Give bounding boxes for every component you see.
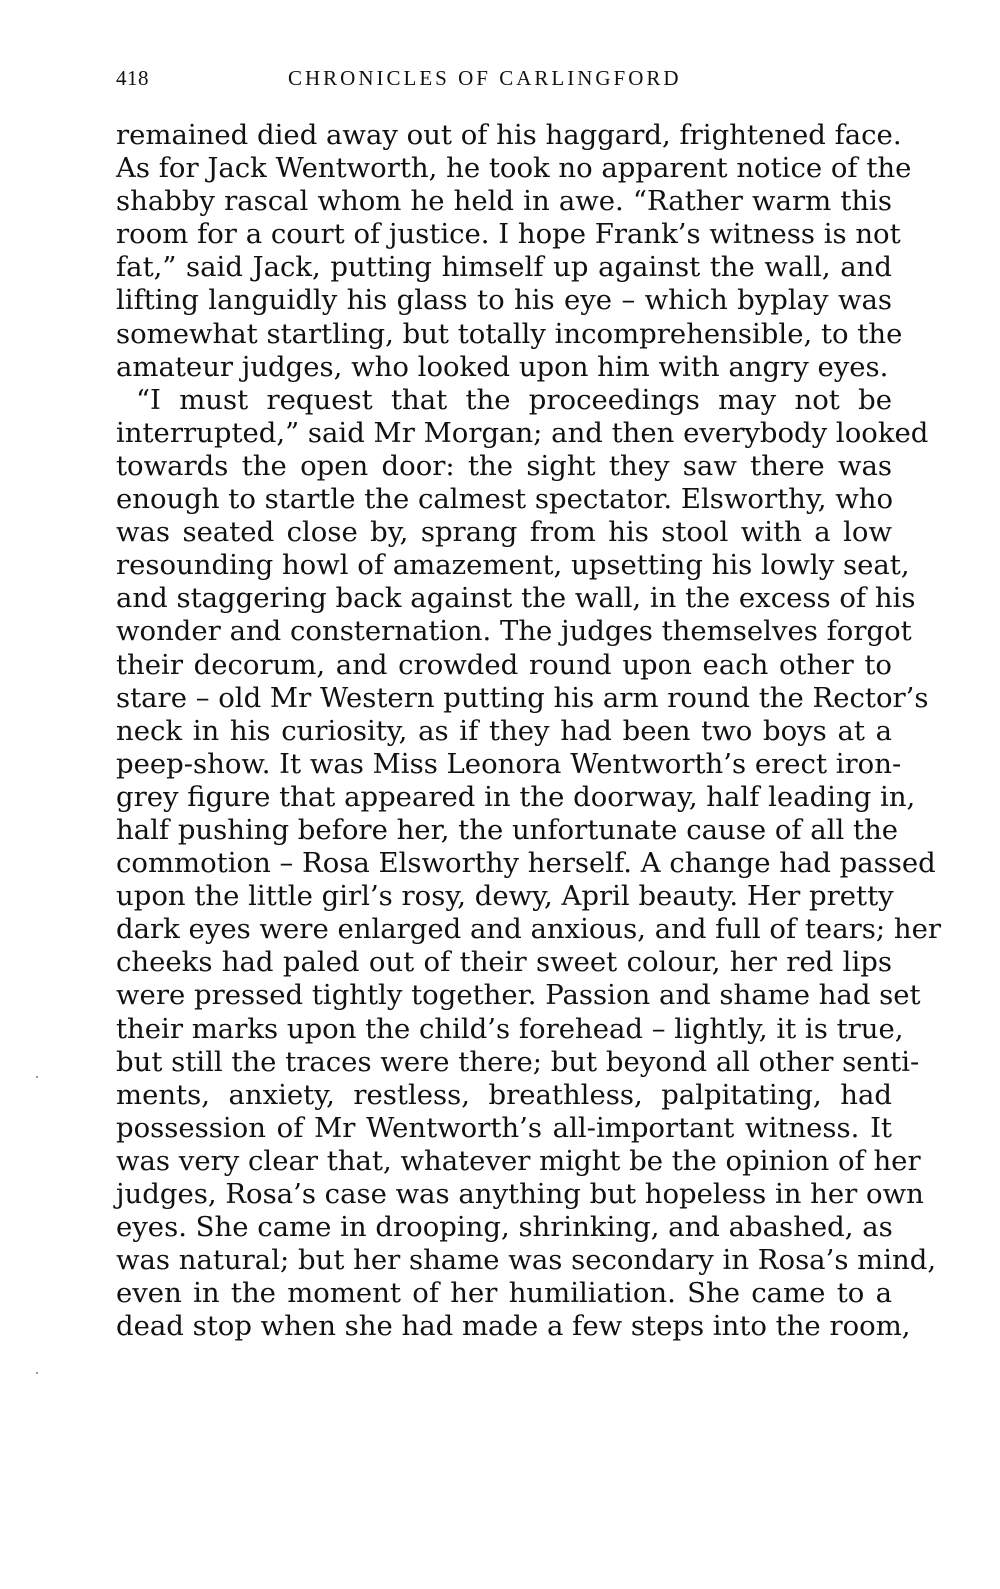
- text-line: were pressed tightly together. Passion and shame had set: [116, 979, 921, 1012]
- scan-speck: [36, 1372, 38, 1374]
- scan-speck: [36, 1076, 38, 1078]
- text-line: eyes. She came in drooping, shrinking, and abashed, as: [116, 1211, 893, 1244]
- text-line: their decorum, and crowded round upon each other to: [116, 648, 892, 681]
- text-line: As for Jack Wentworth, he took no apparent notice of the: [116, 152, 912, 185]
- text-line: cheeks had paled out of their sweet colour, her red lips: [116, 946, 892, 979]
- text-line: somewhat startling, but totally incomprehensible, to the: [116, 317, 903, 350]
- text-line: lifting languidly his glass to his eye – which byplay was: [116, 284, 892, 317]
- running-head: CHRONICLES OF CARLINGFORD: [288, 66, 682, 90]
- text-line: was seated close by, sprang from his stool with a low: [116, 516, 892, 549]
- text-line: resounding howl of amazement, upsetting his lowly seat,: [116, 549, 910, 582]
- text-line: upon the little girl’s rosy, dewy, April beauty. Her pretty: [116, 880, 894, 913]
- text-line: dead stop when she had made a few steps into the room,: [116, 1310, 911, 1343]
- text-line: peep-show. It was Miss Leonora Wentworth’s erect iron-: [116, 747, 902, 780]
- text-line: towards the open door: the sight they saw there was: [116, 449, 892, 482]
- text-line: fat,” said Jack, putting himself up against the wall, and: [116, 251, 892, 284]
- text-line: ments, anxiety, restless, breathless, palpitating, had: [116, 1078, 892, 1111]
- text-line: was very clear that, whatever might be the opinion of her: [116, 1144, 921, 1177]
- text-line: wonder and consternation. The judges themselves forgot: [116, 615, 912, 648]
- text-line: half pushing before her, the unfortunate cause of all the: [116, 813, 899, 846]
- text-line: interrupted,” said Mr Morgan; and then everybody looked: [116, 416, 929, 449]
- text-line: remained died away out of his haggard, frightened face.: [116, 119, 902, 151]
- text-line: possession of Mr Wentworth’s all-important witness. It: [116, 1111, 892, 1144]
- text-line: but still the traces were there; but beyond all other senti-: [116, 1045, 920, 1078]
- text-line: was natural; but her shame was secondary in Rosa’s mind,: [116, 1244, 937, 1277]
- body-text: [116, 119, 941, 1343]
- text-line: their marks upon the child’s forehead – lightly, it is true,: [116, 1012, 904, 1045]
- text-line: commotion – Rosa Elsworthy herself. A change had passed: [116, 847, 936, 880]
- text-line: amateur judges, who looked upon him with angry eyes.: [116, 350, 889, 383]
- text-line: and staggering back against the wall, in the excess of his: [116, 582, 916, 615]
- text-line: grey figure that appeared in the doorway, half leading in,: [116, 780, 916, 813]
- text-line: room for a court of justice. I hope Frank’s witness is not: [116, 218, 901, 251]
- text-line: neck in his curiosity, as if they had been two boys at a: [116, 714, 892, 747]
- text-line: “I must request that the proceedings may not be: [136, 383, 892, 416]
- text-line: even in the moment of her humiliation. She came to a: [116, 1277, 892, 1310]
- text-line: enough to startle the calmest spectator. Elsworthy, who: [116, 483, 894, 516]
- page-number: 418: [116, 66, 149, 90]
- text-line: dark eyes were enlarged and anxious, and full of tears; her: [116, 913, 941, 946]
- text-line: judges, Rosa’s case was anything but hopeless in her own: [116, 1178, 924, 1210]
- page-header: [116, 66, 892, 98]
- text-line: shabby rascal whom he held in awe. “Rather warm this: [116, 185, 892, 218]
- text-line: stare – old Mr Western putting his arm round the Rector’s: [116, 681, 929, 714]
